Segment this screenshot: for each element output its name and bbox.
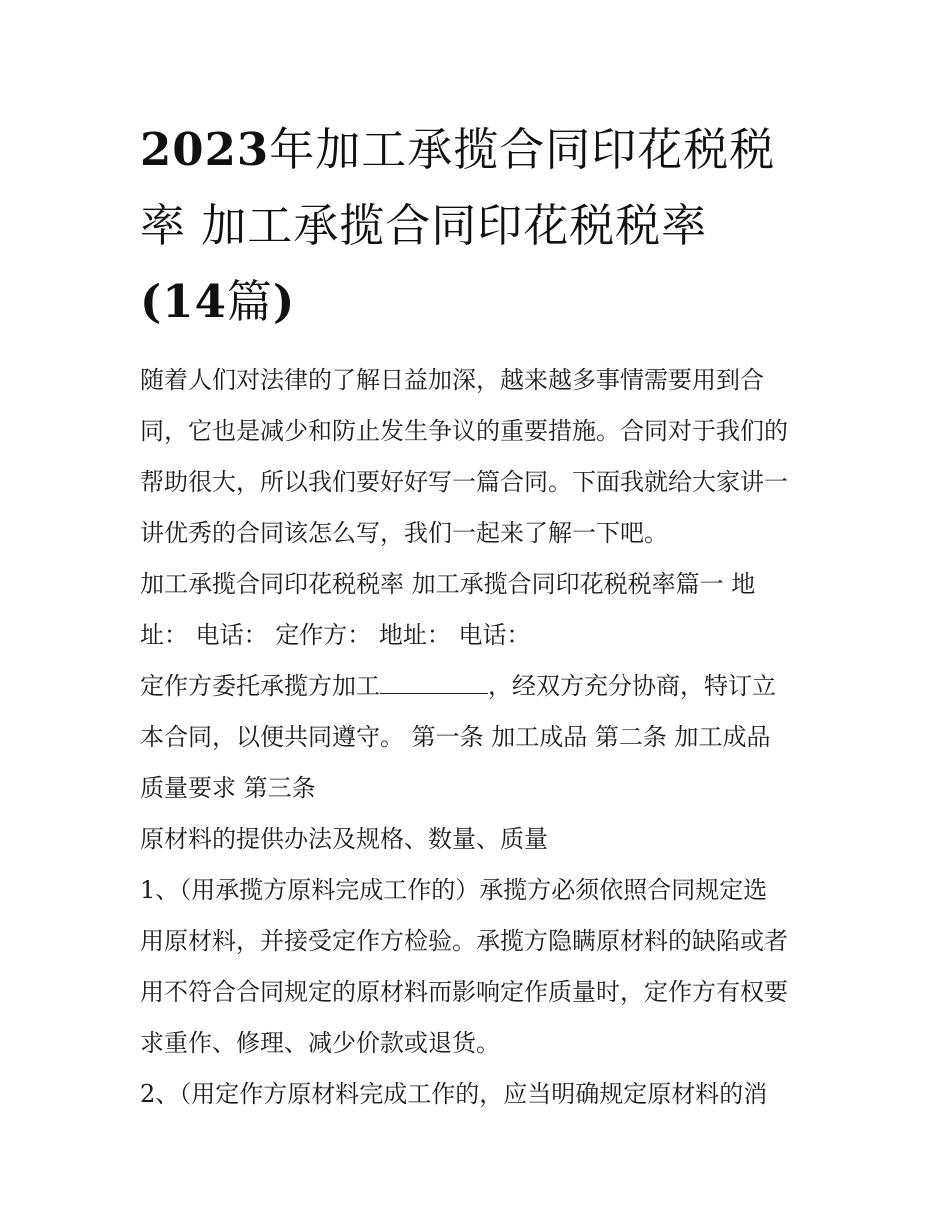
paragraph-line: 用不符合合同规定的原材料而影响定作质量时，定作方有权要 — [140, 978, 788, 1006]
paragraph-line: 用原材料，并接受定作方检验。承揽方隐瞒原材料的缺陷或者 — [140, 927, 788, 955]
title-count-close: ) — [272, 275, 296, 328]
title-count-open: (14 — [140, 275, 227, 328]
title-line-3 — [140, 264, 840, 340]
title-line-2: 率 加工承揽合同印花税税率 — [140, 199, 708, 252]
paragraph-line: 随着人们对法律的了解日益加深，越来越多事情需要用到合 — [140, 366, 764, 394]
paragraph-line: 本合同，以便共同遵守。 第一条 加工成品 第二条 加工成品 — [140, 723, 771, 751]
document-body — [140, 355, 830, 1120]
paragraph-line — [140, 661, 830, 712]
paragraph-line: 帮助很大，所以我们要好好写一篇合同。下面我就给大家讲一 — [140, 468, 788, 496]
paragraph-line: 1、（用承揽方原料完成工作的）承揽方必须依照合同规定选 — [140, 876, 768, 904]
title-count-unit: 篇 — [226, 275, 273, 328]
title-year: 2023 — [140, 123, 270, 176]
document-title — [140, 112, 840, 340]
paragraph-line: 讲优秀的合同该怎么写，我们一起来了解一下吧。 — [140, 519, 668, 547]
paragraph-text: 定作方委托承揽方加工 — [140, 672, 380, 700]
paragraph-text: ，经双方充分协商，特订立 — [488, 672, 776, 700]
paragraph-line: 2、（用定作方原材料完成工作的，应当明确规定原材料的消 — [140, 1080, 768, 1108]
paragraph-line: 质量要求 第三条 — [140, 774, 316, 802]
paragraph-line: 原材料的提供办法及规格、数量、质量 — [140, 825, 548, 853]
paragraph-line: 同，它也是减少和防止发生争议的重要措施。合同对于我们的 — [140, 417, 788, 445]
title-line-1 — [140, 112, 840, 188]
paragraph-line: 加工承揽合同印花税税率 加工承揽合同印花税税率篇一 地 — [140, 570, 756, 598]
paragraph-line: 求重作、修理、减少价款或退货。 — [140, 1029, 500, 1057]
title-line-1-text: 年加工承揽合同印花税税 — [269, 123, 776, 176]
fill-in-blank — [380, 671, 488, 694]
paragraph-line: 址： 电话： 定作方： 地址： 电话： — [140, 621, 531, 649]
